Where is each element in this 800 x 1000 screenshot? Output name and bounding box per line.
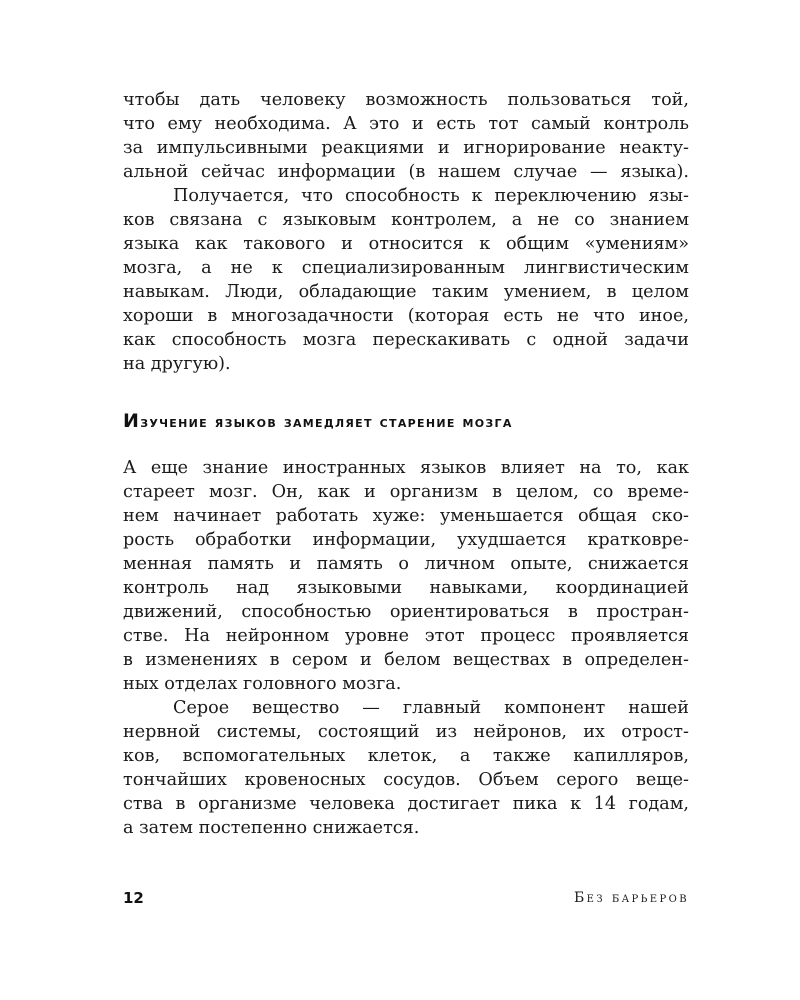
- text-line: что ему необходима. А это и есть тот самый контроль: [123, 114, 689, 134]
- paragraph-1: [123, 88, 689, 184]
- text-line: рость обработки информации, ухудшается кратковре-: [123, 530, 689, 550]
- text-line: ков связана с языковым контролем, а не со знанием: [123, 210, 689, 230]
- text-line: ков, вспомогательных клеток, а также капилляров,: [123, 746, 689, 766]
- text-line: а затем постепенно снижается.: [123, 818, 420, 838]
- text-line: как способность мозга перескакивать с одной задачи: [123, 330, 689, 350]
- text-line: альной сейчас информации (в нашем случае — языка).: [123, 162, 689, 182]
- section-heading-initial: И: [123, 410, 141, 432]
- text-line: мозга, а не к специализированным лингвистическим: [123, 258, 689, 278]
- section-heading: [123, 407, 689, 435]
- paragraph-4: [123, 696, 689, 840]
- page-body: [123, 88, 689, 840]
- text-line: движений, способностью ориентироваться в простран-: [123, 602, 689, 622]
- text-line: менная память и память о личном опыте, снижается: [123, 554, 689, 574]
- text-line: языка как такового и относится к общим «умениям»: [123, 234, 689, 254]
- running-title: Без барьеров: [573, 890, 689, 906]
- text-line: стве. На нейронном уровне этот процесс проявляется: [123, 626, 689, 646]
- page-footer: [123, 886, 689, 910]
- paragraph-3: [123, 456, 689, 696]
- text-line: контроль над языковыми навыками, координацией: [123, 578, 689, 598]
- section-heading-text: зучение языков замедляет старение мозга: [140, 412, 513, 431]
- text-line: Серое вещество — главный компонент нашей: [173, 698, 689, 718]
- text-line: навыкам. Люди, обладающие таким умением, в целом: [123, 282, 689, 302]
- text-line: на другую).: [123, 354, 231, 374]
- text-line: чтобы дать человеку возможность пользоваться той,: [123, 90, 689, 110]
- text-line: ства в организме человека достигает пика к 14 годам,: [123, 794, 689, 814]
- text-line: за импульсивными реакциями и игнорирование неакту-: [123, 138, 689, 158]
- text-line: стареет мозг. Он, как и организм в целом, со време-: [123, 482, 689, 502]
- text-line: хороши в многозадачности (которая есть не что иное,: [123, 306, 689, 326]
- paragraph-2: [123, 184, 689, 376]
- text-line: нем начинает работать хуже: уменьшается общая ско-: [123, 506, 689, 526]
- page-number: 12: [123, 889, 144, 907]
- text-line: тончайших кровеносных сосудов. Объем серого веще-: [123, 770, 689, 790]
- text-line: ных отделах головного мозга.: [123, 674, 402, 694]
- text-line: А еще знание иностранных языков влияет на то, как: [123, 458, 689, 478]
- text-line: в изменениях в сером и белом веществах в определен-: [123, 650, 689, 670]
- text-line: нервной системы, состоящий из нейронов, их отрост-: [123, 722, 689, 742]
- text-line: Получается, что способность к переключению язы-: [173, 186, 689, 206]
